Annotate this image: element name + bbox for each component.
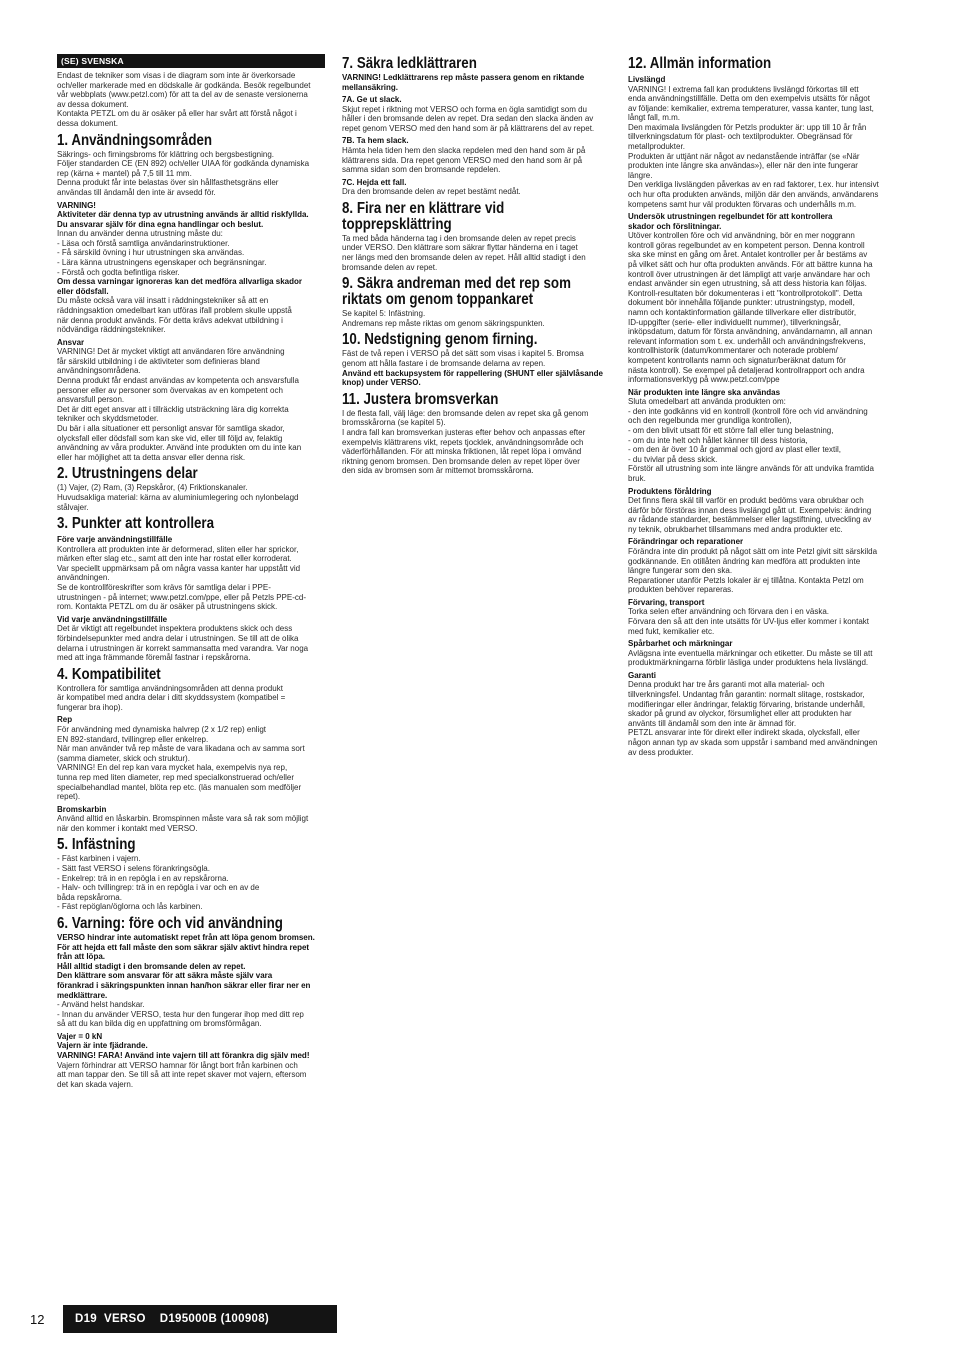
section-1-warning-consequence: Om dessa varningar ignoreras kan det medföra allvarliga skador eller dödsfall. — [57, 277, 302, 296]
section-12-warranty-text: Denna produkt har tre års garanti mot alla material- och tillverkningsfel. Undantag från garantin: normalt slitage, rostskador, modifieringar eller ändringar, felaktig förvaring, bristande underhåll, skador på grund av olyckor, försumlighet eller att produkten har använts till ändamål som den inte är ämnad för. PETZL ansvarar inte för direkt eller indirekt skada, olycksfall, eller någon annan typ av skada som uppstår i samband med användningen av dess produkter. — [628, 680, 878, 757]
section-4-carabiner-text: Använd alltid en låskarbin. Bromspinnen måste vara så rak som möjligt när den kommer i kontakt med VERSO. — [57, 814, 309, 833]
section-12-lifetime-heading: Livslängd — [628, 75, 666, 84]
section-12-modifications-heading: Förändringar och reparationer — [628, 537, 744, 547]
section-12-title: 12. Allmän information — [628, 55, 772, 72]
section-1-requirements: Innan du använder denna utrustning måste du: - Läsa och förstå samtliga användarinstruktioner. - Få särskild övning i hur utrustningen ska användas. - Lära känna utrustningens egenskaper och begränsningar. - Förstå och godta befintliga risker. — [57, 229, 267, 277]
intro-paragraph: Endast de tekniker som visas i de diagram som inte är överkorsade och/eller markerade med en dödskalle är godkända. Besök regelbundet vår webbplats (www.petzl.com) för att ta del av de senaste versionerna av dessa dokument. — [57, 71, 311, 109]
section-12-inspection-heading: Undersök utrustningen regelbundet för att kontrollera skador och förslitningar. — [628, 212, 833, 231]
column-2 — [342, 52, 610, 476]
section-12-lifetime-text: VARNING! I extrema fall kan produktens livslängd förkortas till ett enda användningstillfälle. Detta om den exempelvis utsätts för något av följande: kemikalier, extrema temperaturer, vassa kanter, tung last, långt fall, m.m. Den maximala livslängden för Petzls produkter är: upp till 10 år från tillverkningsdatum för plast- och textilprodukter. Obegränsad för metallprodukter. Produkten är uttjänt när något av nedanstående inträffar (se «När produkten inte längre ska användas»), eller när den inte fungerar längre. Den verkliga livslängden påverkas av en rad faktorer, t.ex. hur intensivt och hur ofta produkten används, miljön där den används, användarens kompetens samt hur väl produkten förvaras och underhålls m.m. — [628, 84, 879, 209]
column-3 — [628, 52, 898, 757]
section-3-text-before-use: Kontrollera att produkten inte är deformerad, sliten eller har sprickor, märken efter slag etc., samt att den inte har rostat eller korroderat. Var speciellt uppmärksam på om några vassa kanter har uppstått vid användningen. Se de kontrollföreskrifter som krävs för samtliga delar i PPE- utrustningen - på internet; www.petzl.com/ppe, eller på Petzls PPE-cd- rom. Kontakta PETZL om du är osäker på utrustningens skick. — [57, 544, 307, 612]
section-7c-heading: 7C. Hejda ett fall. — [342, 177, 407, 187]
section-6-cable-heading: Vajer = 0 kN — [57, 1031, 103, 1041]
section-12-retire-text: Sluta omedelbart att använda produkten om: - den inte godkänns vid en kontroll (kontroll före och vid användning och den regelbunda mer grundliga kontrollen), - om den blivit utsatt för ett större fall eller tung belastning, - om du inte helt och hållet känner till dess historia, - om den är över 10 år gammal och gjord av plast eller textil, - du tvivlar på dess skick. Förstör all utrustning som inte längre används för att undvika framtida bruk. — [628, 397, 874, 483]
section-12-traceability-text: Avlägsna inte eventuella märkningar och etiketter. Du måste se till att produktmärkningarna förblir läsliga under produktens hela livslängd. — [628, 648, 873, 668]
section-12-obsolescence-text: Det finns flera skäl till varför en produkt bedöms vara obrukbar och därför bör förstöras innan dess livslängd gått ut. Exempelvis: ändring av rådande standarder, bestämmelser eller lagstiftning, utveckling av ny teknik, obrukbarhet tillsammans med andra produkter etc. — [628, 496, 872, 534]
section-7a-text: Skjut repet i riktning mot VERSO och forma en ögla samtidigt som du håller i den bromsande delen av repet. Dra sedan den slacka änden av repet genom VERSO med den hand som är på klättrarens del av repet. — [342, 104, 595, 133]
section-1-rescue-text: Du måste också vara väl insatt i räddningstekniker så att en räddningsaktion omedelbart kan utföras ifall problem skulle uppstå när denna produkt används. För detta krävs adekvat utbildning i nödvändiga räddningstekniker. — [57, 296, 292, 335]
section-1-warning-text: Aktiviteter där denna typ av utrustning används är alltid riskfyllda. Du ansvarar själv för dina egna handlingar och beslut. — [57, 210, 309, 229]
section-11-text: I de flesta fall, välj läge: den bromsande delen av repet ska gå genom bromsskårorna (se kapitel 5). I andra fall kan bromsverkan justeras efter behov och anpassas efter exempelvis klättrarens vikt, repets tjocklek, användningsområde och väderförhållanden. För att minska friktionen, låt repet löpa i omvänd riktning genom bromsen. Den bromsande delen av repet löper över den sida av bromsen som är mittemot bromsskårorna. — [342, 408, 589, 476]
section-7c-text: Dra den bromsande delen av repet bestämt nedåt. — [342, 187, 521, 197]
section-12-obsolescence-heading: Produktens föråldring — [628, 486, 712, 496]
page-number: 12 — [30, 1311, 45, 1327]
section-7b-text: Hämta hela tiden hem den slacka repdelen med den hand som är på klättrarens sida. Dra repet genom VERSO med den hand som är på samma sidan som den bromsande repdelen. — [342, 145, 586, 175]
section-10-text: Fäst de två repen i VERSO på det sätt som visas i kapitel 5. Bromsa genom att hålla fastare i de bromsande delarna av repen. — [342, 349, 584, 368]
section-7-warning: VARNING! Ledklättrarens rep måste passera genom en riktande mellansäkring. — [342, 73, 585, 92]
section-1-text: Säkrings- och firningsbroms för klättring och bergsbestigning. Följer standarden CE (EN 892) och/eller UIAA för godkända dynamiska rep (kärna + mantel) på 7,5 till 11 mm. Denna produkt får inte belastas över sin hållfasthetsgräns eller användas till ändamål den inte är avsedd för. — [57, 149, 310, 197]
section-12-storage-text: Torka selen efter användning och förvara den i en väska. Förvara den så att den inte utsätts för UV-ljus eller kommer i kontakt med fukt, kemikalier etc. — [628, 607, 869, 636]
section-12-retire-heading: När produkten inte längre ska användas — [628, 387, 781, 397]
section-3-heading-before-use: Före varje användningstillfälle — [57, 535, 173, 545]
section-12-traceability-heading: Spårbarhet och märkningar — [628, 639, 733, 649]
page-footer — [30, 1305, 337, 1333]
section-6-cable-warning: Vajern är inte fjädrande. VARNING! FARA! Använd inte vajern till att förankra dig själv med! — [57, 1041, 310, 1060]
section-11-title: 11. Justera bromsverkan — [342, 390, 499, 408]
section-3-text-during-use: Det är viktigt att regelbundet inspektera produktens skick och dess förbindelsepunkter med andra delar i utrustningen. Se till att de olika delarna i utrustningen är korrekt sammansatta med varandra. Var noga med att inga främmande föremål fastnar i repskårorna. — [57, 624, 309, 663]
section-12-modifications-text: Förändra inte din produkt på något sätt om inte Petzl givit sitt särskilda godkännande. En otillåten ändring kan medföra att produkten inte längre fungerar som den ska. Reparationer utanför Petzls lokaler är ej tillåtna. Kontakta Petzl om produkten behöver repareras. — [628, 546, 878, 595]
section-7a-heading: 7A. Ge ut slack. — [342, 95, 402, 105]
section-4-rope-text: För användning med dynamiska halvrep (2 x 1/2 rep) enligt EN 892-standard, tvillingrep eller enkelrep. När man använder två rep måste de vara likadana och av samma sort (samma diameter, skick och struktur). VARNING! En del rep kan vara mycket hala, exempelvis nya rep, tunna rep med liten diameter, rep med specialkonstruerad och/eller specialbehandlad mantel, blöta rep etc. (läs manualen som medföljer repet). — [57, 724, 305, 802]
document-reference: D19 VERSO D195000B (100908) — [63, 1305, 337, 1333]
section-2-title: 2. Utrustningens delar — [57, 465, 198, 483]
section-5-text: - Fäst karbinen i vajern. - Sätt fast VERSO i selens förankringsögla. - Enkelrep: trä in en repögla i en av repskårorna. - Halv- och tvillingrep: trä in en repögla i var och en av de båda repskårorna. - Fäst repöglan/öglorna och lås karbinen. — [57, 854, 260, 912]
section-7-title: 7. Säkra ledklättraren — [342, 55, 477, 72]
section-1-responsibility-text: VARNING! Det är mycket viktigt att användaren före användning får särskild utbildning i de aktiviteter som definieras bland användningsområdena. Denna produkt får endast användas av kompetenta och ansvarsfulla personer eller av personer som övervakas av en kompetent och ansvarsfull person. Det är ditt eget ansvar att i tillräcklig utsträckning lära dig korrekta tekniker och skyddsmetoder. Du bär i alla situationer ett personligt ansvar för samtliga skador, olycksfall eller dödsfall som kan ske vid, eller till följd av, felaktig användning av våra produkter. Använd inte produkten om du inte kan eller har möjlighet att ta detta ansvar eller denna risk. — [57, 347, 302, 462]
section-4-title: 4. Kompatibilitet — [57, 665, 161, 683]
section-9-title: 9. Säkra andreman med det rep som riktats om genom toppankaret — [342, 275, 571, 309]
section-1-responsibility-heading: Ansvar — [57, 337, 85, 347]
section-8-title: 8. Fira ner en klättrare vid topprepsklättring — [342, 199, 505, 233]
language-tag: (SE) SVENSKA — [57, 54, 325, 68]
column-1 — [57, 54, 325, 1089]
section-6-warning-text: VERSO hindrar inte automatiskt repet från att löpa genom bromsen. För att hejda ett fall måste den som säkrar själv aktivt hindra repet från att löpa. Håll alltid stadigt i den bromsande delen av repet. Den klättrare som ansvarar för att säkra måste själv vara förankrad i säkringspunkten innan han/hon säkrar eller firar ner en medklättrare. — [57, 932, 315, 1000]
section-3-heading-during-use: Vid varje användningstillfälle — [57, 614, 168, 624]
section-3-title: 3. Punkter att kontrollera — [57, 515, 215, 533]
section-10-title: 10. Nedstigning genom firning. — [342, 331, 538, 349]
section-6-title: 6. Varning: före och vid användning — [57, 914, 283, 932]
section-6-text: - Använd helst handskar. - Innan du använder VERSO, testa hur den fungerar ihop med ditt rep så att du kan bilda dig en uppfattning om bromsförmågan. — [57, 1000, 304, 1029]
section-4-carabiner-heading: Bromskarbin — [57, 804, 107, 814]
intro-contact-paragraph: Kontakta PETZL om du är osäker på eller har svårt att förstå något i dessa dokument. — [57, 109, 297, 128]
section-4-rope-heading: Rep — [57, 715, 73, 725]
section-2-text: (1) Vajer, (2) Ram, (3) Repskåror, (4) Friktionskanaler. Huvudsakliga material: kärna av aluminiumlegering och nylonbelagd stålvajer. — [57, 483, 299, 512]
section-12-warranty-heading: Garanti — [628, 670, 657, 680]
section-12-inspection-text: Utöver kontrollen före och vid användning, bör en mer noggrann kontroll göras regelbundet av en kompetent person. Denna kontroll ska ske minst en gång om året. Antalet kontroller per år bestäms av på vilket sätt och hur ofta produkten används. För att bättre kunna ha kontroll över utrustningen är det lämpligt att varje användare har och endast använder sin egen utrustning, så att dess historia kan följas. Kontroll-resultaten bör dokumenteras i ett "kontrollprotokoll". Detta dokument bör innehålla följande punkter: utrustningstyp, modell, namn och kontaktinformation gällande tillverkare eller distributör, ID-uppgifter (serie- eller individuellt nummer), tillverkningsår, inköpsdatum, datum för första användning, användarnamn, all annan relevant information som t. ex. underhåll och användningsfrekvens, kontrollhistorik (datum/kommentarer och noterade problem/ kompetent kontrollants namn och signatur/beräknat datum för nästa kontroll). Se exempel på detaljerad kontrollrapport och andra informationsverktyg på www.petzl.com/ppe — [628, 231, 873, 385]
section-9-text: Se kapitel 5: Infästning. Andremans rep måste riktas om genom säkringspunkten. — [342, 309, 545, 328]
section-1-title: 1. Användningsområden — [57, 131, 213, 149]
section-5-title: 5. Infästning — [57, 836, 136, 854]
section-8-text: Ta med båda händerna tag i den bromsande delen av repet precis under VERSO. Den klättrare som säkrar flyttar händerna en i taget ner längs med den bromsande delen av repet. Håll alltid stadigt i den bromsande delen av repet. — [342, 233, 586, 272]
section-10-backup-text: Använd ett backupsystem för rappellering (SHUNT eller självlåsande knop) under VERSO. — [342, 368, 603, 388]
section-1-warning-heading: VARNING! — [57, 200, 96, 210]
section-4-text: Kontrollera för samtliga användningsområden att denna produkt är kompatibel med andra delar i ditt skyddssystem (kompatibel = fungerar bra ihop). — [57, 683, 286, 712]
section-7b-heading: 7B. Ta hem slack. — [342, 136, 409, 146]
section-12-storage-heading: Förvaring, transport — [628, 597, 705, 607]
section-6-cable-text: Vajern förhindrar att VERSO hamnar för långt bort från karbinen och att man tappar den. Se till så att inte repet skaver mot vajern, eftersom det kan skada vajern. — [57, 1060, 307, 1089]
